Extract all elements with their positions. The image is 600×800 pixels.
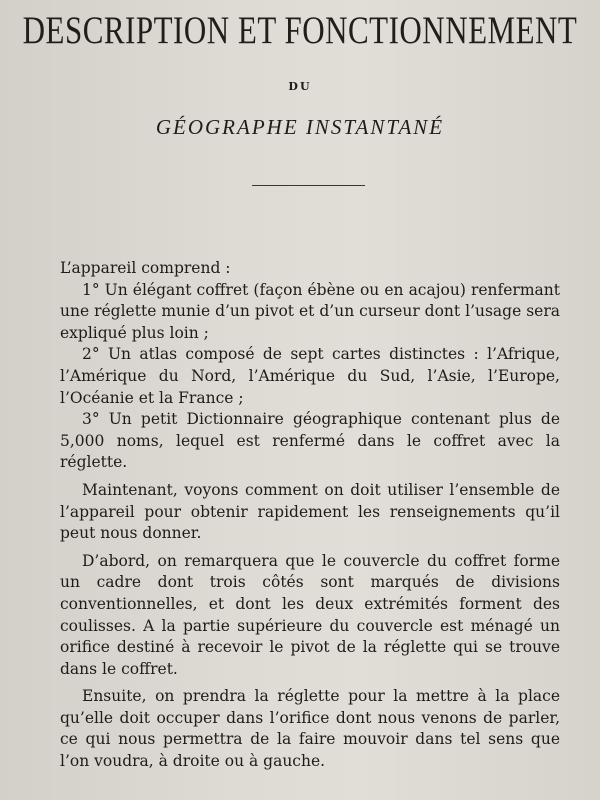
body-text <box>60 258 560 773</box>
paragraph-item-1: 1° Un élégant coffret (façon ébène ou en acajou) renfermant une réglette munie d’un pivot et d’un curseur dont l’usage sera expliqué plus loin ; <box>60 280 560 342</box>
paragraph-item-2: 2° Un atlas composé de sept cartes distinctes : l’Afrique, l’Amérique du Nord, l’Amérique du Sud, l’Asie, l’Europe, l’Océanie et la France ; <box>60 345 560 407</box>
section-divider <box>252 185 365 186</box>
paragraph-slider: Ensuite, on prendra la réglette pour la mettre à la place qu’elle doit occuper dans l’orifice dont nous venons de parler, ce qui nous permettra de la faire mouvoir dans tel sens que l’on voudra, à droite ou à gauche. <box>60 687 560 771</box>
paragraph-cover: D’abord, on remarquera que le couvercle du coffret forme un cadre dont trois côtés sont marqués de divisions conventionnelles, et dont les deux extrémités forment des coulisses. A la partie supérieure du couvercle est ménagé un orifice destiné à recevoir le pivot de la réglette qui se trouve dans le coffret. <box>60 551 560 678</box>
paragraph-intro: L’appareil comprend : <box>60 259 231 277</box>
paragraph-usage: Maintenant, voyons comment on doit utiliser l’ensemble de l’appareil pour obtenir rapidement les renseignements qu’il peut nous donner. <box>60 480 560 543</box>
page-subtitle: GÉOGRAPHE INSTANTANÉ <box>155 115 445 139</box>
paragraph-item-3: 3° Un petit Dictionnaire géographique contenant plus de 5,000 noms, lequel est renfermé dans le coffret avec la réglette. <box>60 410 560 472</box>
title-connector: DU <box>288 80 312 93</box>
page-title: DESCRIPTION ET FONCTIONNEMENT <box>22 8 578 52</box>
